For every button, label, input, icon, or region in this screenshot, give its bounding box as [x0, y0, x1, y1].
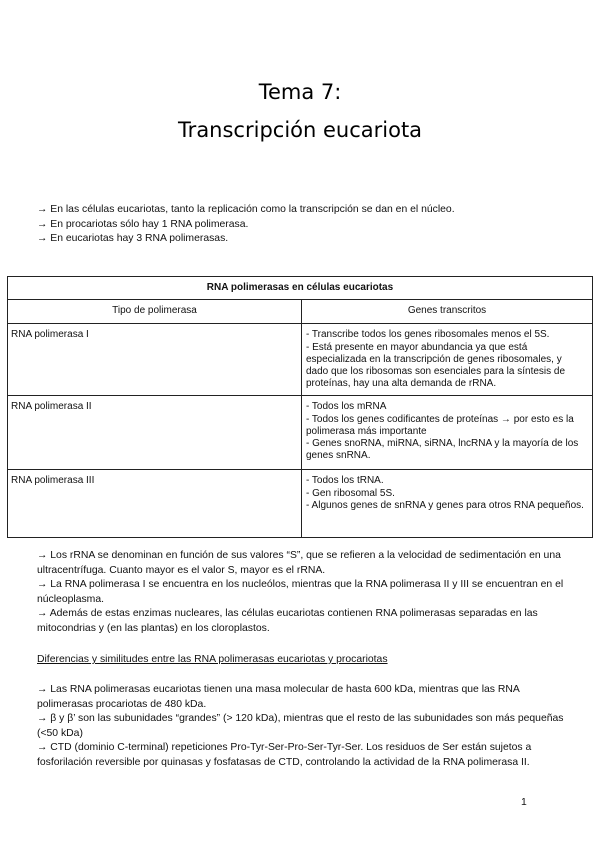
notes-list [37, 549, 572, 637]
difference-item: → CTD (dominio C-terminal) repeticiones Pro-Tyr-Ser-Pro-Ser-Tyr-Ser. Los residuos de Ser están sujetos a fosforilación reversible por quinasas y fosfatasas de CTD, controlando la actividad de la RNA polimerasa II. [37, 742, 532, 768]
differences-list [37, 683, 572, 771]
gene-line: - Está presente en mayor abundancia ya que está especializada en la transcripción de genes ribosomales, y dado que los ribosomas son esenciales para la síntesis de proteínas, hay una alta demanda de rRNA. [306, 341, 566, 390]
polymerase-type-cell: RNA polimerasa II [8, 396, 302, 470]
column-header-type: Tipo de polimerasa [8, 300, 302, 324]
genes-cell [302, 324, 593, 396]
intro-item: → En las células eucariotas, tanto la replicación como la transcripción se dan en el núcleo. [37, 204, 455, 215]
table-row [8, 470, 593, 538]
gene-line: - Todos los genes codificantes de proteínas → por esto es la polimerasa más importante [306, 413, 574, 437]
gene-line: - Gen ribosomal 5S. [306, 487, 395, 499]
table-caption: RNA polimerasas en células eucariotas [8, 277, 593, 300]
table-row [8, 396, 593, 470]
polymerase-type-cell: RNA polimerasa III [8, 470, 302, 538]
gene-line: - Transcribe todos los genes ribosomales menos el 5S. [306, 329, 550, 341]
polymerase-table [7, 276, 593, 538]
note-item: → Además de estas enzimas nucleares, las células eucariotas contienen RNA polimerasas separadas en las mitocondrias y (en las plantas) en los cloroplastos. [37, 608, 538, 634]
intro-item: → En eucariotas hay 3 RNA polimerasas. [37, 233, 229, 244]
difference-item: → Las RNA polimerasas eucariotas tienen una masa molecular de hasta 600 kDa, mientras que las RNA polimerasas procariotas de 480 kDa. [37, 684, 520, 710]
genes-cell [302, 396, 593, 470]
gene-line: - Todos los tRNA. [306, 475, 384, 487]
intro-item: → En procariotas sólo hay 1 RNA polimerasa. [37, 218, 249, 230]
table-row [8, 324, 593, 396]
page-title-topic: Tema 7: [258, 80, 342, 104]
column-header-genes: Genes transcritos [302, 300, 593, 324]
page-number: 1 [521, 797, 527, 808]
polymerase-type-cell: RNA polimerasa I [8, 324, 302, 396]
gene-line: - Genes snoRNA, miRNA, siRNA, lncRNA y la mayoría de los genes snRNA. [306, 438, 579, 462]
gene-line: - Todos los mRNA [306, 401, 387, 413]
section-heading: Diferencias y similitudes entre las RNA polimerasas eucariotas y procariotas [37, 654, 388, 665]
note-item: → Los rRNA se denominan en función de sus valores “S”, que se refieren a la velocidad de sedimentación en una ultracentrífuga. Cuanto mayor es el valor S, mayor es el rRNA. [37, 550, 561, 576]
difference-item: → β y β’ son las subunidades “grandes” (> 120 kDa), mientras que el resto de las subunidades son más pequeñas (<50 kDa) [37, 713, 564, 739]
intro-list [37, 203, 455, 247]
page-title-subject: Transcripción eucariota [177, 118, 423, 142]
note-item: → La RNA polimerasa I se encuentra en los nucleólos, mientras que la RNA polimerasa II y III se encuentran en el núcleoplasma. [37, 579, 564, 605]
gene-line: - Algunos genes de snRNA y genes para otros RNA pequeños. [306, 499, 584, 511]
genes-cell [302, 470, 593, 538]
